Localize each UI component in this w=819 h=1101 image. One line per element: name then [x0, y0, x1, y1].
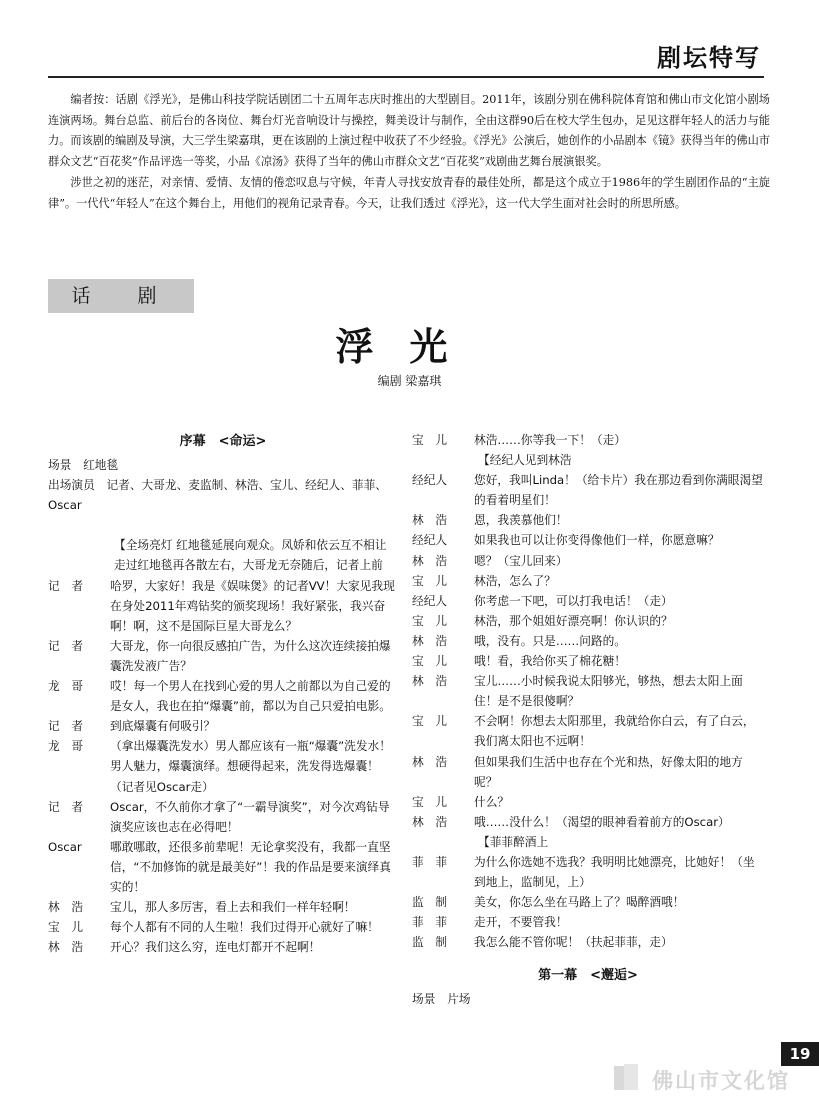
- dialogue-line: [412, 932, 764, 952]
- speaker-name: 宝 儿: [412, 573, 448, 588]
- dialogue-text: 您好，我叫Linda！（给卡片）我在那边看到你满眼渴望的看着明星们！: [474, 473, 763, 508]
- dialogue-line: [412, 812, 764, 832]
- dialogue-line: [412, 711, 764, 751]
- dialogue-line: [412, 510, 764, 530]
- dialogue-text: Oscar，不久前你才拿了“一霸导演奖”，对今次鸡钻导演奖应该也志在必得吧！: [110, 799, 390, 834]
- script-column-left: [48, 430, 398, 957]
- speaker-name: 林 浩: [48, 940, 84, 955]
- dialogue-text: 你考虑一下吧，可以打我电话！（走）: [474, 593, 673, 608]
- dialogue-text: 哪敢哪敢，还很多前辈呢！无论拿奖没有，我都一直坚信，“不加修饰的就是最美好”！我的作品是要来演绎真实的！: [110, 839, 391, 894]
- dialogue-line: [48, 576, 398, 636]
- dialogue-text: 每个人都有不同的人生啦！我们过得开心就好了嘛！: [110, 920, 379, 935]
- header-rule: [48, 76, 764, 78]
- dialogue-text: 哦，没有。只是……问路的。: [474, 633, 626, 648]
- editor-note: [48, 90, 770, 216]
- building-logo-icon: [624, 1064, 638, 1090]
- speaker-name: 宝 儿: [412, 714, 448, 729]
- speaker-name: 宝 儿: [412, 794, 448, 809]
- dialogue-text: 什么？: [474, 794, 510, 809]
- dialogue-line: [48, 917, 398, 937]
- speaker-name: 林 浩: [412, 754, 448, 769]
- speaker-name: 宝 儿: [412, 613, 448, 628]
- speaker-name: 经纪人: [412, 593, 448, 608]
- dialogue-text: 但如果我们生活中也存在个光和热，好像太阳的地方呢？: [474, 754, 743, 789]
- play-title: 浮光: [335, 325, 484, 369]
- speaker-name: 经纪人: [412, 473, 448, 488]
- stage-direction: 【经纪人见到林浩: [478, 453, 572, 468]
- scene-info: 场景 片场: [412, 991, 471, 1006]
- dialogue-text: 哎！每一个男人在找到心爱的男人之前都以为自己爱的是女人，我也在拍“爆囊”前，都以为自己只爱拍电影。: [110, 679, 391, 714]
- dialogue-line: [48, 897, 398, 917]
- dialogue-line: [412, 852, 764, 892]
- speaker-name: 记 者: [48, 719, 84, 734]
- dialogue-text: 林浩，那个姐姐好漂亮啊！你认识的？: [474, 613, 673, 628]
- dialogue-text: 美女，你怎么坐在马路上了？喝醉酒哦！: [474, 895, 685, 910]
- speaker-name: 记 者: [48, 799, 84, 814]
- dialogue-text: （拿出爆囊洗发水）男人都应该有一瓶“爆囊”洗发水！男人魅力，爆囊演绎。想硬得起来，洗发得选爆囊！（记者见Oscar走）: [110, 739, 391, 794]
- speaker-name: 林 浩: [412, 513, 448, 528]
- speaker-name: 监 制: [412, 895, 448, 910]
- stage-direction: 【全场亮灯 红地毯延展向观众。凤娇和依云互不相让走过红地毯再各散左右，大哥龙无奈随后，记者上前: [114, 538, 387, 573]
- dialogue-line: [412, 792, 764, 812]
- dialogue-line: [48, 636, 398, 676]
- dialogue-text: 哈罗，大家好！我是《娱味煲》的记者VV！大家见我现在身处2011年鸡钻奖的颁奖现场！我好紧张，我兴奋啊！啊，这不是国际巨星大哥龙么？: [110, 578, 395, 633]
- speaker-name: 林 浩: [412, 633, 448, 648]
- speaker-name: 记 者: [48, 578, 84, 593]
- dialogue-text: 林浩，怎么了？: [474, 573, 556, 588]
- dialogue-text: 到底爆囊有何吸引？: [110, 719, 216, 734]
- speaker-name: 龙 哥: [48, 739, 84, 754]
- speaker-name: Oscar: [48, 839, 82, 854]
- speaker-name: 经纪人: [412, 533, 448, 548]
- dialogue-line: [412, 651, 764, 671]
- dialogue-line: [412, 591, 764, 611]
- speaker-name: 龙 哥: [48, 679, 84, 694]
- dialogue-text: 开心？我们这么穷，连电灯都开不起啊！: [110, 940, 321, 955]
- editor-note-paragraph: 涉世之初的迷茫，对亲情、爱情、友情的倦恋叹息与守候，年青人寻找安放青春的最佳处所，都是这个成立于1986年的学生剧团作品的“主旋律”。一代代“年轻人”在这个舞台上，用他们的视角记录青春。今天，让我们透过《浮光》，这一代大学生面对社会时的所思所感。: [48, 176, 770, 210]
- dialogue-line: [412, 671, 764, 711]
- dialogue-text: 宝儿，那人多厉害，看上去和我们一样年轻啊！: [110, 900, 356, 915]
- dialogue-text: 如果我也可以让你变得像他们一样，你愿意嘛？: [474, 533, 720, 548]
- stage-direction: 【菲菲醉酒上: [478, 834, 549, 849]
- scene-heading: 序幕 <命运>: [179, 434, 267, 449]
- dialogue-line: [412, 571, 764, 591]
- dialogue-line: [412, 430, 764, 450]
- dialogue-text: 为什么你选她不选我？我明明比她漂亮，比她好！（坐到地上，监制见，上）: [474, 854, 755, 890]
- dialogue-line: [412, 470, 764, 510]
- speaker-name: 菲 菲: [412, 854, 448, 869]
- speaker-name: 记 者: [48, 638, 84, 653]
- dialogue-line: [412, 611, 764, 631]
- dialogue-text: 不会啊！你想去太阳那里，我就给你白云，有了白云，我们离太阳也不远啊！: [474, 714, 755, 749]
- act-heading: 第一幕 <邂逅>: [538, 968, 638, 984]
- dialogue-text: 哦……没什么！（渴望的眼神看着前方的Oscar）: [474, 814, 730, 829]
- dialogue-line: [412, 530, 764, 550]
- speaker-name: 林 浩: [412, 553, 448, 568]
- speaker-name: 林 浩: [48, 900, 84, 915]
- page-number: 19: [781, 1042, 819, 1066]
- dialogue-line: [48, 736, 398, 796]
- author-line: 编剧 梁嘉琪: [377, 374, 442, 388]
- speaker-name: 林 浩: [412, 814, 448, 829]
- speaker-name: 宝 儿: [412, 433, 448, 447]
- script-column-right: [412, 430, 764, 1009]
- speaker-name: 宝 儿: [48, 920, 84, 935]
- dialogue-text: 我怎么能不管你呢！（扶起菲菲，走）: [474, 935, 673, 950]
- dialogue-text: 林浩……你等我一下！（走）: [474, 433, 626, 447]
- dialogue-line: [412, 631, 764, 651]
- dialogue-text: 哦！看，我给你买了棉花糖！: [474, 654, 626, 669]
- speaker-name: 菲 菲: [412, 915, 448, 930]
- scene-info: 出场演员 记者、大哥龙、麦监制、林浩、宝儿、经纪人、菲菲、Oscar: [48, 478, 387, 513]
- watermark: [614, 1064, 814, 1094]
- spacer: [48, 515, 398, 535]
- dialogue-line: [48, 716, 398, 736]
- dialogue-text: 恩，我羡慕他们！: [474, 513, 568, 528]
- speaker-name: 宝 儿: [412, 654, 448, 669]
- speaker-name: 监 制: [412, 935, 448, 950]
- speaker-name: 林 浩: [412, 674, 448, 689]
- dialogue-line: [412, 912, 764, 932]
- editor-note-paragraph: 编者按：话剧《浮光》，是佛山科技学院话剧团二十五周年志庆时推出的大型剧目。2011年，该剧分别在佛科院体育馆和佛山市文化馆小剧场连演两场。舞台总监、前后台的各岗位、舞台灯光音响设计与操控，舞美设计与制作，全由这群90后在校大学生包办，足见这群年轻人的活力与能力。而该剧的编剧及导演，大三学生梁嘉琪，更在该剧的上演过程中收获了不少经验。《浮光》公演后，她创作的小品剧本《镜》获得当年的佛山市群众文艺“百花奖”作品评选一等奖，小品《凉汤》获得了当年的佛山市群众文艺“百花奖”戏剧曲艺舞台展演银奖。: [48, 93, 770, 168]
- dialogue-line: [48, 837, 398, 897]
- genre-label: 话 剧: [48, 279, 194, 313]
- dialogue-line: [48, 676, 398, 716]
- dialogue-line: [412, 752, 764, 792]
- dialogue-line: [48, 937, 398, 957]
- watermark-text: 佛山市文化馆: [652, 1069, 790, 1093]
- dialogue-line: [412, 892, 764, 912]
- dialogue-text: 大哥龙，你一向很反感拍广告，为什么这次连续接拍爆囊洗发液广告？: [110, 638, 391, 673]
- dialogue-line: [412, 551, 764, 571]
- dialogue-line: [48, 797, 398, 837]
- dialogue-text: 走开，不要管我！: [474, 915, 568, 930]
- section-title: 剧坛特写: [657, 44, 761, 72]
- dialogue-text: 宝儿……小时候我说太阳够光，够热，想去太阳上面住！是不是很傻啊？: [474, 674, 743, 709]
- scene-info: 场景 红地毯: [48, 458, 119, 473]
- dialogue-text: 嗯？（宝儿回来）: [474, 553, 568, 568]
